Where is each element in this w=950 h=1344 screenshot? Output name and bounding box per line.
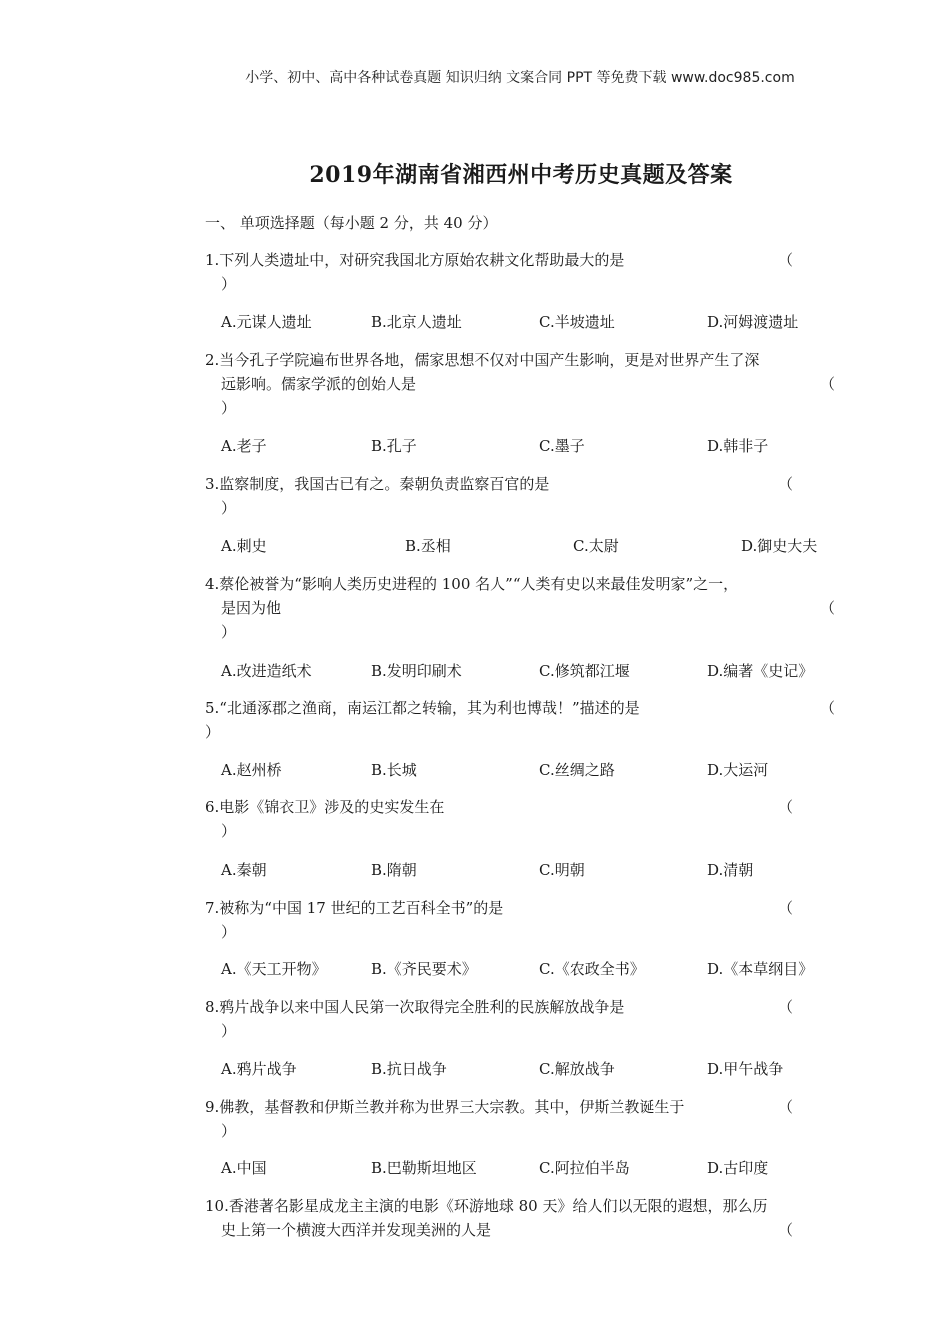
option-c: C.解放战争	[539, 1060, 615, 1078]
option-b: B.长城	[371, 761, 417, 779]
option-a: A.元谋人遗址	[221, 313, 312, 331]
question-stem: 6.电影《锦衣卫》涉及的史实发生在	[205, 798, 445, 816]
question-8	[205, 995, 835, 1043]
question-stem: 3.监察制度，我国古已有之。秦朝负责监察百官的是	[205, 475, 550, 493]
option-c: C.修筑都江堰	[539, 662, 630, 680]
question-7	[205, 896, 835, 944]
option-a: A.鸦片战争	[221, 1060, 297, 1078]
options-3	[221, 535, 831, 559]
answer-paren-open: （	[777, 251, 793, 269]
question-stem: 2.当今孔子学院遍布世界各地，儒家思想不仅对中国产生影响，更是对世界产生了深	[205, 351, 760, 369]
option-c: C.明朝	[539, 861, 585, 879]
options-1	[221, 311, 831, 335]
option-d: D.《本草纲目》	[707, 960, 814, 978]
section-heading: 一、 单项选择题（每小题 2 分，共 40 分）	[205, 214, 498, 232]
option-b: B.抗日战争	[371, 1060, 447, 1078]
question-stem: 1.下列人类遗址中，对研究我国北方原始农耕文化帮助最大的是	[205, 251, 625, 269]
answer-paren-open: （	[777, 899, 793, 917]
option-d: D.韩非子	[707, 437, 769, 455]
option-a: A.老子	[221, 437, 267, 455]
options-2	[221, 435, 831, 459]
option-b: B.巴勒斯坦地区	[371, 1159, 477, 1177]
option-b: B.发明印刷术	[371, 662, 462, 680]
options-6	[221, 859, 831, 883]
option-d: D.甲午战争	[707, 1060, 784, 1078]
answer-paren-open: （	[777, 798, 793, 816]
answer-paren-close: ）	[221, 623, 237, 641]
option-b: B.隋朝	[371, 861, 417, 879]
option-c: C.阿拉伯半岛	[539, 1159, 630, 1177]
option-b: B.《齐民要术》	[371, 960, 477, 978]
option-c: C.墨子	[539, 437, 585, 455]
option-a: A.秦朝	[221, 861, 267, 879]
option-d: D.御史大夫	[741, 537, 818, 555]
question-1	[205, 248, 835, 296]
options-7	[221, 958, 831, 982]
answer-paren-close: ）	[221, 499, 237, 517]
answer-paren-close: ）	[221, 822, 237, 840]
option-b: B.北京人遗址	[371, 313, 462, 331]
answer-paren-open: （	[777, 475, 793, 493]
question-stem: 7.被称为“中国 17 世纪的工艺百科全书”的是	[205, 899, 504, 917]
question-stem: 8.鸦片战争以来中国人民第一次取得完全胜利的民族解放战争是	[205, 998, 625, 1016]
option-a: A.刺史	[221, 537, 267, 555]
option-a: A.中国	[221, 1159, 267, 1177]
options-5	[221, 759, 831, 783]
option-c: C.丝绸之路	[539, 761, 615, 779]
answer-paren-close: ）	[205, 723, 221, 741]
answer-paren-close: ）	[221, 1122, 237, 1140]
option-b: B.丞相	[405, 537, 451, 555]
options-4	[221, 660, 831, 684]
options-9	[221, 1157, 831, 1181]
option-c: C.太尉	[573, 537, 619, 555]
options-8	[221, 1058, 831, 1082]
option-d: D.大运河	[707, 761, 769, 779]
question-10	[205, 1194, 835, 1242]
question-stem: 4.蔡伦被誉为“影响人类历史进程的 100 名人”“人类有史以来最佳发明家”之一，	[205, 575, 739, 593]
answer-paren-close: ）	[221, 275, 237, 293]
answer-paren-open: （	[777, 998, 793, 1016]
option-d: D.清朝	[707, 861, 754, 879]
answer-paren-close: ）	[221, 1022, 237, 1040]
question-4	[205, 572, 835, 644]
answer-paren-open: （	[819, 375, 835, 393]
question-6	[205, 795, 835, 843]
page-title: 2019年湖南省湘西州中考历史真题及答案	[309, 162, 733, 188]
question-stem: 10.香港著名影星成龙主主演的电影《环游地球 80 天》给人们以无限的遐想，那么历	[205, 1197, 768, 1215]
option-a: A.赵州桥	[221, 761, 282, 779]
question-stem: 9.佛教，基督教和伊斯兰教并称为世界三大宗教。其中，伊斯兰教诞生于	[205, 1098, 685, 1116]
option-b: B.孔子	[371, 437, 417, 455]
option-d: D.编著《史记》	[707, 662, 814, 680]
answer-paren-open: （	[777, 1098, 793, 1116]
question-2	[205, 348, 835, 420]
answer-paren-close: ）	[221, 399, 237, 417]
answer-paren-open: （	[777, 1221, 793, 1239]
answer-paren-open: （	[819, 699, 835, 717]
option-a: A.《天工开物》	[221, 960, 327, 978]
question-3	[205, 472, 835, 520]
question-stem-cont: 史上第一个横渡大西洋并发现美洲的人是	[221, 1221, 492, 1239]
answer-paren-open: （	[819, 599, 835, 617]
question-9	[205, 1095, 835, 1143]
option-c: C.半坡遗址	[539, 313, 615, 331]
question-stem-cont: 是因为他	[221, 599, 282, 617]
question-5	[205, 696, 835, 744]
option-a: A.改进造纸术	[221, 662, 312, 680]
option-c: C.《农政全书》	[539, 960, 645, 978]
option-d: D.古印度	[707, 1159, 769, 1177]
question-stem-cont: 远影响。儒家学派的创始人是	[221, 375, 417, 393]
answer-paren-close: ）	[221, 923, 237, 941]
page-header: 小学、初中、高中各种试卷真题 知识归纳 文案合同 PPT 等免费下载 www.doc985.com	[245, 70, 795, 86]
question-stem: 5.“北通涿郡之渔商，南运江都之转输，其为利也博哉！”描述的是	[205, 699, 640, 717]
option-d: D.河姆渡遗址	[707, 313, 799, 331]
